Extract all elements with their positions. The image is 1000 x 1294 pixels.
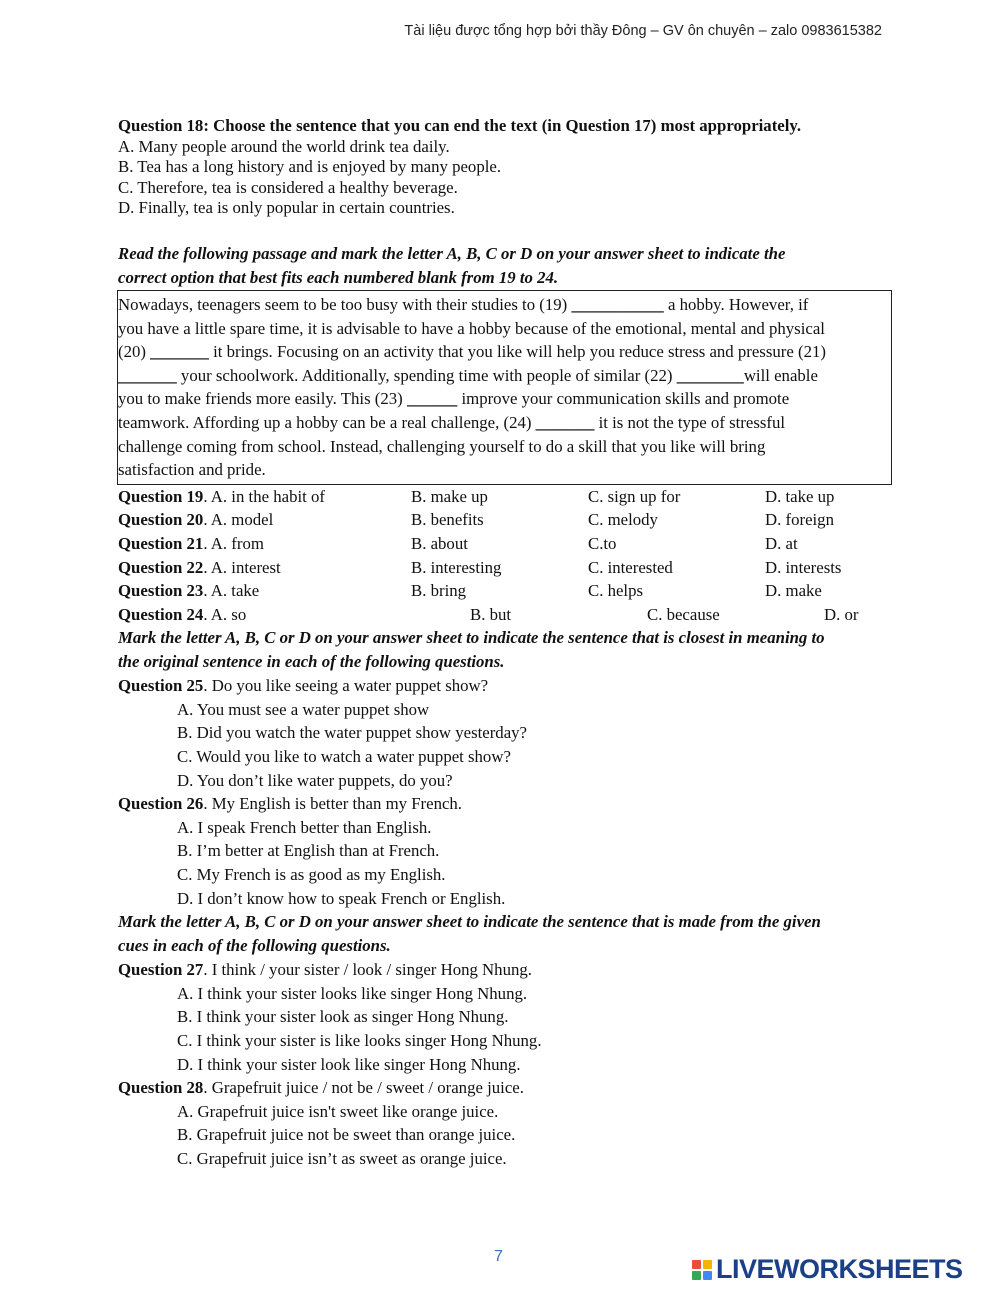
- liveworksheets-logo[interactable]: [692, 1254, 963, 1285]
- question-27-option-d: D. I think your sister look like singer Hong Nhung.: [177, 1054, 521, 1074]
- blank-19: ___________: [571, 294, 664, 314]
- instruction-cues-line-2: cues in each of the following questions.: [118, 936, 391, 956]
- cloze-passage: [117, 290, 892, 485]
- question-28-option-c: C. Grapefruit juice isn’t as sweet as orange juice.: [177, 1148, 507, 1168]
- blank-24: _______: [535, 412, 595, 432]
- question-22-label: Question 22: [118, 557, 204, 577]
- question-20-option-a: . A. model: [203, 510, 274, 530]
- question-28-option-b: B. Grapefruit juice not be sweet than orange juice.: [177, 1125, 516, 1145]
- question-18-title: Question 18: Choose the sentence that you can end the text (in Question 17) most appropriately.: [118, 116, 802, 135]
- question-26-option-c: C. My French is as good as my English.: [177, 865, 446, 885]
- passage-text: a hobby. However, if: [663, 294, 809, 314]
- question-24-label: Question 24: [118, 604, 204, 624]
- question-21-label: Question 21: [118, 533, 204, 553]
- passage-line: [118, 293, 891, 317]
- worksheet-content: [118, 116, 894, 1171]
- question-25-text: . Do you like seeing a water puppet show?: [203, 676, 489, 696]
- question-28-stem: [118, 1076, 894, 1100]
- question-28-label: Question 28: [118, 1078, 204, 1098]
- passage-line: [118, 411, 891, 435]
- question-20-option-d: D. foreign: [765, 510, 834, 530]
- question-20-option-b: B. benefits: [411, 510, 484, 530]
- instruction-meaning-line-1: Mark the letter A, B, C or D on your answer sheet to indicate the sentence that is closest in meaning to: [118, 628, 825, 648]
- question-22-option-b: B. interesting: [411, 557, 502, 577]
- question-19-label: Question 19: [118, 486, 204, 506]
- question-22-option-a: . A. interest: [203, 557, 281, 577]
- passage-text: improve your communication skills and promote: [457, 389, 790, 409]
- question-21-row: [118, 532, 894, 556]
- logo-square: [703, 1260, 712, 1269]
- question-22-option-c: C. interested: [588, 557, 673, 577]
- question-19-option-b: B. make up: [411, 486, 488, 506]
- question-20-label: Question 20: [118, 510, 204, 530]
- question-26-label: Question 26: [118, 794, 204, 814]
- passage-text: you to make friends more easily. This (23): [118, 389, 407, 409]
- question-27-stem: [118, 958, 894, 982]
- question-27-text: . I think / your sister / look / singer Hong Nhung.: [203, 960, 532, 980]
- question-25-stem: [118, 674, 894, 698]
- logo-square: [692, 1260, 701, 1269]
- question-18-option-c: C. Therefore, tea is considered a healthy beverage.: [118, 177, 458, 197]
- question-22-row: [118, 556, 894, 580]
- question-20-option-c: C. melody: [588, 510, 658, 530]
- question-18-option-a: A. Many people around the world drink tea daily.: [118, 136, 450, 156]
- question-21-option-b: B. about: [411, 533, 468, 553]
- question-18-option-b: B. Tea has a long history and is enjoyed by many people.: [118, 157, 502, 177]
- question-21-option-d: D. at: [765, 533, 798, 553]
- question-25-option-c: C. Would you like to watch a water puppet show?: [177, 747, 511, 767]
- question-28-text: . Grapefruit juice / not be / sweet / orange juice.: [203, 1078, 524, 1098]
- question-26-option-b: B. I’m better at English than at French.: [177, 841, 440, 861]
- question-26-option-a: A. I speak French better than English.: [177, 817, 432, 837]
- passage-line: you have a little spare time, it is advisable to have a hobby because of the emotional, mental and physical: [118, 318, 825, 338]
- logo-square: [692, 1271, 701, 1280]
- passage-text: it brings. Focusing on an activity that you like will help you reduce stress and pressure (21): [208, 342, 826, 362]
- passage-text: will enable: [743, 365, 818, 385]
- question-28-option-a: A. Grapefruit juice isn't sweet like orange juice.: [177, 1101, 499, 1121]
- liveworksheets-logo-icon: [692, 1260, 712, 1280]
- instruction-cloze-line-2: correct option that best fits each numbered blank from 19 to 24.: [118, 267, 559, 287]
- question-24-option-a: . A. so: [203, 604, 247, 624]
- instruction-cloze-line-1: Read the following passage and mark the letter A, B, C or D on your answer sheet to indicate the: [118, 243, 786, 263]
- blank-23: ______: [406, 389, 458, 409]
- question-27-option-c: C. I think your sister is like looks singer Hong Nhung.: [177, 1031, 542, 1050]
- passage-text: it is not the type of stressful: [594, 412, 786, 432]
- question-23-option-d: D. make: [765, 581, 822, 601]
- question-25-label: Question 25: [118, 676, 204, 696]
- blank-22: ________: [676, 365, 744, 385]
- question-24-row: [118, 603, 894, 627]
- passage-line: [118, 387, 891, 411]
- page-header: Tài liệu được tổng hợp bởi thầy Đông – GV ôn chuyên – zalo 0983615382: [404, 23, 882, 39]
- question-27-option-a: A. I think your sister looks like singer Hong Nhung.: [177, 983, 528, 1003]
- question-23-option-b: B. bring: [411, 581, 467, 601]
- question-26-stem: [118, 792, 894, 816]
- question-23-option-c: C. helps: [588, 581, 644, 601]
- question-27-option-b: B. I think your sister look as singer Hong Nhung.: [177, 1007, 509, 1027]
- question-21-option-c: C.to: [588, 533, 617, 553]
- question-25-option-a: A. You must see a water puppet show: [177, 699, 430, 719]
- question-24-option-d: D. or: [824, 604, 859, 624]
- passage-line: challenge coming from school. Instead, challenging yourself to do a skill that you like will bring: [118, 436, 766, 456]
- liveworksheets-logo-text: LIVEWORKSHEETS: [716, 1254, 963, 1284]
- question-25-option-b: B. Did you watch the water puppet show yesterday?: [177, 723, 527, 743]
- question-23-label: Question 23: [118, 581, 204, 601]
- question-24-option-c: C. because: [647, 604, 720, 624]
- question-27-label: Question 27: [118, 960, 204, 980]
- blank-20: _______: [150, 342, 209, 362]
- question-23-row: [118, 579, 894, 603]
- logo-square: [703, 1271, 712, 1280]
- page-number: 7: [494, 1248, 503, 1265]
- passage-line: satisfaction and pride.: [118, 460, 266, 480]
- question-19-option-a: . A. in the habit of: [203, 486, 325, 506]
- question-18-option-d: D. Finally, tea is only popular in certain countries.: [118, 198, 455, 218]
- blank-21: _______: [118, 365, 177, 385]
- question-26-option-d: D. I don’t know how to speak French or English.: [177, 888, 506, 908]
- passage-text: (20): [118, 342, 151, 362]
- passage-text: teamwork. Affording up a hobby can be a real challenge, (24): [118, 412, 536, 432]
- question-21-option-a: . A. from: [203, 533, 264, 553]
- question-19-option-c: C. sign up for: [588, 486, 681, 506]
- passage-line: [118, 340, 891, 364]
- passage-text: your schoolwork. Additionally, spending time with people of similar (22): [176, 365, 677, 385]
- instruction-cues-line-1: Mark the letter A, B, C or D on your answer sheet to indicate the sentence that is made from the given: [118, 912, 821, 932]
- question-19-option-d: D. take up: [765, 486, 835, 506]
- question-19-row: [118, 485, 894, 509]
- question-22-option-d: D. interests: [765, 557, 842, 577]
- question-20-row: [118, 508, 894, 532]
- question-24-option-b: B. but: [470, 604, 512, 624]
- question-26-text: . My English is better than my French.: [203, 794, 463, 814]
- question-25-option-d: D. You don’t like water puppets, do you?: [177, 770, 453, 790]
- question-23-option-a: . A. take: [203, 581, 260, 601]
- passage-text: Nowadays, teenagers seem to be too busy with their studies to (19): [118, 294, 572, 314]
- passage-line: [118, 364, 891, 388]
- instruction-meaning-line-2: the original sentence in each of the following questions.: [118, 652, 505, 672]
